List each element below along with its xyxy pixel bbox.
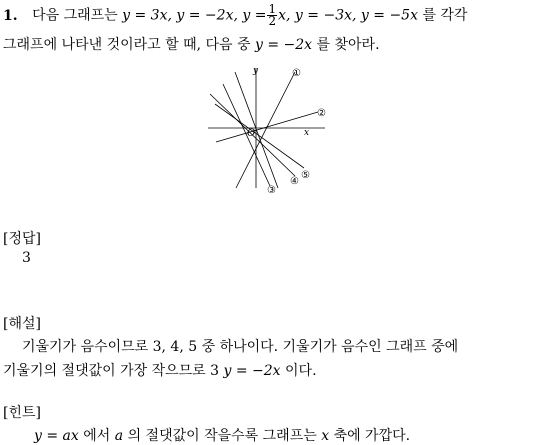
origin-label: O [247,128,256,139]
question-line-1 [3,4,467,27]
x-axis-label: x [304,128,310,138]
graph-line-6 [235,72,278,188]
marker-2: ② [317,108,326,119]
answer-header: [정답] [3,231,41,247]
explanation-header: [해설] [3,316,41,332]
graph-line-5 [215,104,304,168]
graph-line-2 [216,112,318,142]
marker-3: ③ [267,185,276,194]
equation-2: y = −2x, [176,7,238,24]
equation-3-rhs: x, [278,7,291,24]
marker-1: ① [292,68,301,79]
question-line-2: 그래프에 나타낸 것이라고 할 때, 다음 중 y = −2x 를 찾아라. [3,37,380,53]
hint-equation: y = ax [34,428,79,444]
hint-header: [힌트] [3,405,41,421]
hint-variable: a [114,428,124,444]
question-number: 1. [3,7,18,24]
question-text-end: 를 각각 [422,7,468,24]
target-equation: y = −2x [255,37,313,53]
answer-value: 3 [22,250,31,266]
equation-4: y = −3x, [294,7,357,24]
hint-line: y = ax 에서 a 의 절댓값이 작을수록 그래프는 x 축에 가깝다. [34,428,411,444]
equation-3-lhs: y = [242,7,267,24]
marker-5: ⑤ [301,170,310,181]
explanation-line-2: 기울기의 절댓값이 가장 작으므로 3 y = −2x 이다. [3,363,317,379]
line-graph-figure [200,62,340,194]
equation-1: y = 3x, [122,7,172,24]
explanation-line-1: 기울기가 음수이므로 3, 4, 5 중 하나이다. 기울기가 음수인 그래프 중에 [22,339,459,355]
y-axis-label: y [253,66,259,76]
equation-5: y = −5x [360,7,418,24]
marker-4: ④ [290,176,299,187]
graph-line-1 [236,72,295,188]
fraction-one-half: $\frac{1}{2}$ [268,2,277,28]
question-text: 다음 그래프는 [32,7,118,24]
hint-axis: x [321,428,330,444]
explanation-equation: y = −2x [223,363,281,379]
